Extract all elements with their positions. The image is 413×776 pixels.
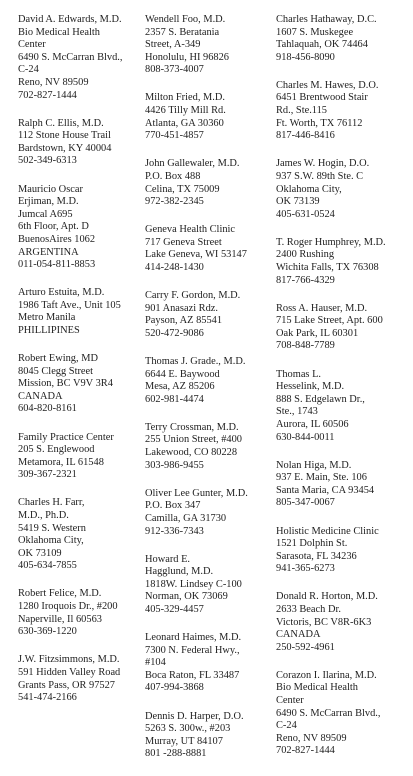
entry-detail-line: P.O. Box 347 (145, 500, 201, 512)
entry-detail-line: Norman, OK 73069 (145, 591, 228, 603)
entry-detail-line: Victoris, BC V8R-6K3 (276, 616, 372, 628)
entry-detail-line: 817-446-8416 (276, 130, 335, 142)
entry-detail-line: 5263 S. 300w., #203 (145, 723, 231, 735)
entry-detail-line: CANADA (18, 390, 63, 402)
entry-name: Wendell Foo, M.D. (145, 14, 226, 25)
entry-detail-line: 918-456-8090 (276, 51, 335, 63)
entry-name: David A. Edwards, M.D. (18, 14, 122, 25)
entry-detail-line: 602-981-4474 (145, 393, 204, 405)
entry-detail-line: 1986 Taft Ave., Unit 105 (18, 299, 121, 311)
directory-entry (145, 422, 267, 472)
entry-detail-line: Street, A-349 (145, 39, 201, 51)
directory-entry (276, 369, 404, 445)
entry-detail-line: Reno, NV 89509 (18, 76, 89, 88)
entry-detail-line: #104 (145, 657, 166, 669)
entry-detail-line: Center (276, 695, 304, 707)
entry-name: J.W. Fitzsimmons, M.D. (18, 654, 120, 666)
entry-detail-line: Oklahoma City, (276, 183, 342, 195)
entry-detail-line: 6490 S. McCarran Blvd., (276, 707, 381, 719)
entry-detail-line: 2400 Rushing (276, 249, 335, 261)
entry-detail-line: Bio Medical Health (276, 682, 358, 694)
entry-detail-line: Grants Pass, OR 97527 (18, 679, 115, 691)
entry-detail-line: Bardstown, KY 40004 (18, 142, 112, 154)
entry-detail-line: Oak Park, IL 60301 (276, 327, 359, 339)
directory-entry (145, 554, 267, 617)
directory-entry (18, 118, 140, 168)
directory-entry (145, 356, 267, 406)
entry-detail-line: 405-329-4457 (145, 603, 204, 615)
entry-detail-line: 112 Stone House Trail (18, 130, 111, 142)
directory-entry (145, 290, 267, 340)
entry-detail-line: Tahlaquah, OK 74464 (276, 39, 368, 51)
directory-entry (276, 460, 404, 510)
entry-detail-line: 591 Hidden Valley Road (18, 666, 121, 678)
entry-name: Charles M. Hawes, D.O. (276, 79, 379, 91)
entry-detail-line: M.D., Ph.D. (18, 510, 69, 521)
entry-detail-line: 405-631-0524 (276, 208, 335, 220)
entry-detail-line: PHILLIPINES (18, 324, 80, 336)
directory-entry (276, 158, 404, 221)
directory-entry (145, 711, 267, 761)
entry-detail-line: 2357 S. Beratania (145, 26, 220, 38)
entry-name: Ralph C. Ellis, M.D. (18, 117, 104, 129)
entry-detail-line: 702-827-1444 (18, 89, 77, 101)
entry-name: Arturo Estuita, M.D. (18, 287, 105, 299)
entry-detail-line: 8045 Clegg Street (18, 365, 94, 377)
entry-detail-line: 205 S. Englewood (18, 444, 95, 456)
entry-detail-line: 937 S.W. 89th Ste. C (276, 170, 364, 182)
entry-name: Milton Fried, M.D. (145, 92, 225, 104)
entry-name: Howard E. (145, 553, 191, 565)
entry-detail-line: Jumcal A695 (18, 208, 73, 220)
entry-detail-line: 250-592-4961 (276, 641, 335, 653)
entry-detail-line: Metamora, IL 61548 (18, 456, 104, 468)
entry-detail-line: 1521 Dolphin St. (276, 538, 348, 550)
entry-detail-line: Bio Medical Health (18, 26, 100, 38)
entry-detail-line: 1280 Iroquois Dr., #200 (18, 601, 118, 613)
entry-detail-line: 912-336-7343 (145, 525, 204, 537)
entry-detail-line: Payson, AZ 85541 (145, 315, 223, 327)
entry-detail-line: 011-054-811-8853 (18, 259, 96, 271)
entry-name: T. Roger Humphrey, M.D. (276, 236, 386, 248)
entry-detail-line: 2633 Beach Dr. (276, 603, 341, 615)
entry-detail-line: 502-349-6313 (18, 155, 77, 167)
directory-entry (145, 488, 267, 538)
directory-entry (145, 14, 267, 77)
entry-detail-line: Center (18, 39, 46, 51)
entry-detail-line: 717 Geneva Street (145, 236, 222, 248)
entry-detail-line: OK 73139 (276, 196, 320, 208)
entry-detail-line: Erjiman, M.D. (18, 196, 79, 208)
entry-detail-line: 604-820-8161 (18, 403, 77, 415)
entry-detail-line: CANADA (276, 629, 321, 641)
directory-entry (276, 237, 404, 287)
entry-detail-line: 708-848-7789 (276, 340, 335, 352)
entry-detail-line: Atlanta, GA 30360 (145, 117, 224, 129)
entry-detail-line: Santa Maria, CA 93454 (276, 484, 375, 496)
entry-name: Leonard Haimes, M.D. (145, 632, 242, 644)
entry-detail-line: 303-986-9455 (145, 459, 204, 471)
entry-name: Ross A. Hauser, M.D. (276, 302, 368, 314)
entry-detail-line: 941-365-6273 (276, 563, 335, 575)
directory-entry (145, 92, 267, 142)
entry-detail-line: 7300 N. Federal Hwy., (145, 644, 240, 656)
entry-detail-line: Ft. Worth, TX 76112 (276, 117, 363, 129)
entry-detail-line: 407-994-3868 (145, 682, 204, 694)
entry-name: Mauricio Oscar (18, 183, 83, 195)
entry-detail-line: 1818W. Lindsey C-100 (145, 578, 242, 590)
entry-detail-line: 309-367-2321 (18, 469, 77, 481)
entry-detail-line: Lake Geneva, WI 53147 (145, 249, 247, 261)
directory-entry (276, 303, 404, 353)
entry-detail-line: Boca Raton, FL 33487 (145, 669, 240, 681)
entry-detail-line: 817-766-4329 (276, 274, 335, 286)
entry-detail-line: Hesselink, M.D. (276, 381, 345, 393)
entry-detail-line: Reno, NV 89509 (276, 732, 347, 744)
entry-detail-line: ARGENTINA (18, 246, 79, 258)
entry-name: Carry F. Gordon, M.D. (145, 290, 241, 302)
entry-detail-line: 808-373-4007 (145, 64, 204, 76)
entry-detail-line: Metro Manila (18, 312, 76, 324)
directory-entry (276, 526, 404, 576)
directory-entry (18, 588, 140, 638)
entry-detail-line: 702-827-1444 (276, 745, 335, 757)
entry-detail-line: Naperville, Il 60563 (18, 613, 102, 625)
entry-detail-line: 414-248-1430 (145, 262, 204, 273)
entry-name: Dennis D. Harper, D.O. (145, 710, 244, 722)
entry-detail-line: Rd., Ste.115 (276, 105, 327, 117)
entry-detail-line: 715 Lake Street, Apt. 600 (276, 315, 383, 327)
directory-entry (18, 287, 140, 337)
entry-detail-line: 937 E. Main, Ste. 106 (276, 472, 367, 484)
entry-name: Donald R. Horton, M.D. (276, 591, 378, 603)
entry-detail-line: Camilla, GA 31730 (145, 512, 227, 524)
entry-detail-line: 255 Union Street, #400 (145, 434, 242, 446)
entry-detail-line: 6th Floor, Apt. D (18, 221, 89, 233)
entry-name: Thomas L. (276, 368, 322, 380)
directory-entry (145, 224, 267, 274)
entry-detail-line: BuenosAires 1062 (18, 233, 96, 245)
entry-detail-line: Sarasota, FL 34236 (276, 550, 357, 562)
entry-detail-line: 541-474-2166 (18, 692, 77, 704)
entry-detail-line: Mesa, AZ 85206 (145, 381, 215, 393)
entry-detail-line: Aurora, IL 60506 (276, 418, 349, 430)
entry-name: James W. Hogin, D.O. (276, 158, 370, 170)
directory-column-1 (18, 14, 140, 720)
entry-detail-line: 5419 S. Western (18, 522, 86, 534)
entry-name: Geneva Health Clinic (145, 224, 236, 236)
entry-name: John Gallewaler, M.D. (145, 158, 240, 170)
entry-detail-line: 630-844-0011 (276, 431, 335, 443)
entry-detail-line: 805-347-0067 (276, 497, 335, 509)
entry-detail-line: Wichita Falls, TX 76308 (276, 262, 379, 273)
entry-detail-line: P.O. Box 488 (145, 170, 201, 182)
directory-entry (18, 654, 140, 704)
entry-detail-line: 630-369-1220 (18, 626, 77, 638)
entry-name: Terry Crossman, M.D. (145, 421, 239, 433)
entry-detail-line: C-24 (276, 720, 297, 732)
directory-entry (276, 670, 404, 758)
entry-name: Nolan Higa, M.D. (276, 459, 352, 471)
entry-detail-line: 901 Anasazi Rdz. (145, 302, 219, 314)
entry-detail-line: 801 -288-8881 (145, 748, 207, 760)
entry-detail-line: C-24 (18, 64, 39, 76)
entry-detail-line: 520-472-9086 (145, 327, 204, 339)
entry-detail-line: Murray, UT 84107 (145, 735, 223, 747)
entry-name: Oliver Lee Gunter, M.D. (145, 487, 248, 499)
entry-name: Robert Felice, M.D. (18, 588, 102, 600)
entry-detail-line: 6644 E. Baywood (145, 368, 220, 380)
entry-detail-line: 972-382-2345 (145, 196, 204, 208)
entry-detail-line: 4426 Tilly Mill Rd. (145, 105, 226, 117)
entry-name: Family Practice Center (18, 431, 114, 443)
directory-entry (276, 591, 404, 654)
entry-name: Holistic Medicine Clinic (276, 525, 379, 537)
directory-column-2 (145, 14, 267, 776)
entry-detail-line: 6451 Brentwood Stair (276, 92, 368, 104)
entry-detail-line: 405-634-7855 (18, 560, 77, 572)
entry-detail-line: 770-451-4857 (145, 130, 204, 142)
directory-entry (18, 14, 140, 102)
entry-detail-line: Honolulu, HI 96826 (145, 51, 229, 63)
entry-detail-line: Mission, BC V9V 3R4 (18, 378, 113, 390)
entry-detail-line: OK 73109 (18, 547, 62, 559)
directory-entry (18, 432, 140, 482)
directory-entry (276, 80, 404, 143)
entry-detail-line: Lakewood, CO 80228 (145, 447, 238, 459)
directory-entry (18, 353, 140, 416)
entry-name: Charles Hathaway, D.C. (276, 14, 377, 25)
entry-detail-line: 888 S. Edgelawn Dr., (276, 393, 365, 405)
directory-entry (145, 632, 267, 695)
entry-detail-line: Oklahoma City, (18, 535, 84, 547)
entry-detail-line: Ste., 1743 (276, 406, 318, 418)
directory-entry (18, 497, 140, 573)
entry-name: Charles H. Farr, (18, 497, 85, 509)
entry-detail-line: 6490 S. McCarran Blvd., (18, 51, 123, 63)
entry-detail-line: Hagglund, M.D. (145, 566, 214, 578)
directory-column-3 (276, 14, 404, 774)
entry-detail-line: Celina, TX 75009 (145, 183, 220, 195)
directory-entry (276, 14, 404, 64)
directory-entry (18, 184, 140, 272)
entry-detail-line: 1607 S. Muskegee (276, 26, 354, 38)
entry-name: Corazon I. Ilarina, M.D. (276, 669, 377, 681)
directory-entry (145, 158, 267, 208)
entry-name: Robert Ewing, MD (18, 353, 98, 365)
entry-name: Thomas J. Grade., M.D. (145, 355, 246, 367)
